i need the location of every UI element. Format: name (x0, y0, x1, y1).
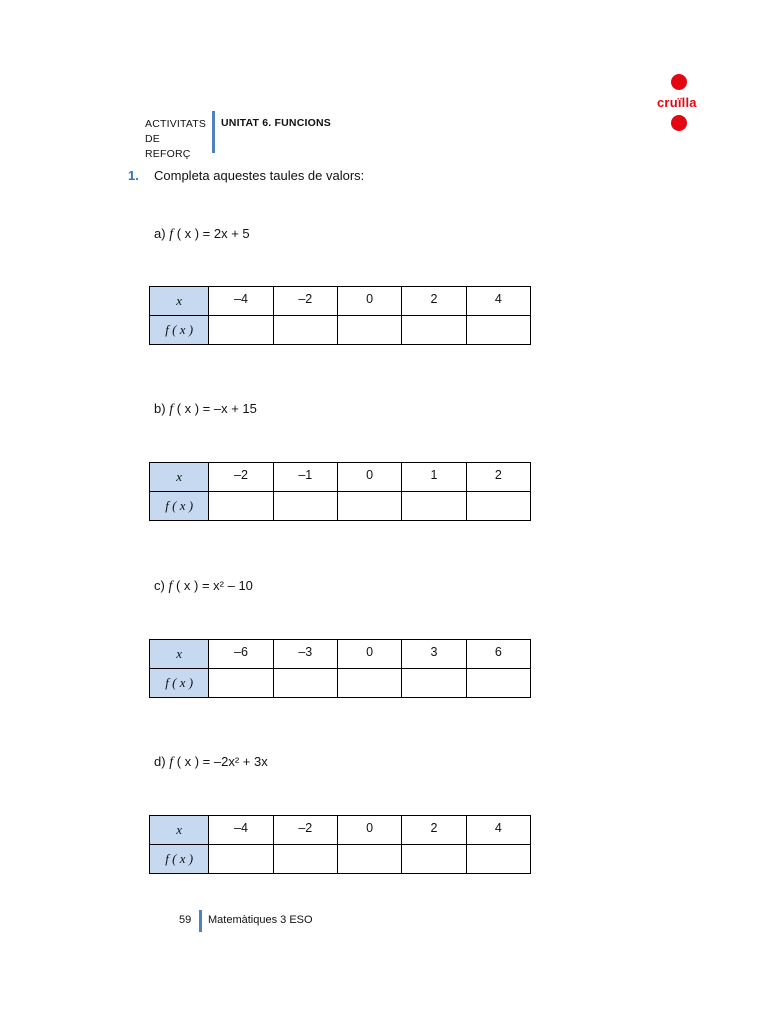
fx-header-cell: f ( x ) (150, 669, 209, 698)
function-symbol: f (168, 579, 173, 594)
table-row-fx (150, 845, 531, 874)
fx-answer-cell[interactable] (209, 845, 273, 874)
table-row-x (150, 463, 531, 492)
unit-title: UNITAT 6. FUNCIONS (221, 117, 331, 129)
function-symbol: f (169, 755, 174, 770)
x-value-cell: –3 (273, 640, 337, 669)
values-table-a (149, 286, 531, 345)
table-row-x (150, 640, 531, 669)
section-label-line2: DE REFORÇ (145, 133, 191, 160)
x-value-cell: 0 (337, 640, 401, 669)
formula-expression: ( x ) = 2x + 5 (173, 226, 250, 241)
page-number: 59 (179, 914, 192, 926)
section-label-line1: ACTIVITATS (145, 118, 207, 130)
header-divider (212, 111, 215, 153)
fx-answer-cell[interactable] (466, 669, 530, 698)
fx-answer-cell[interactable] (273, 316, 337, 345)
logo-bottom-dot (671, 115, 687, 131)
x-value-cell: –4 (209, 816, 273, 845)
x-value-cell: 2 (402, 287, 466, 316)
values-table-b (149, 462, 531, 521)
fx-answer-cell[interactable] (273, 669, 337, 698)
formula-expression: ( x ) = x² – 10 (172, 578, 253, 593)
table-row-x (150, 287, 531, 316)
x-value-cell: 4 (466, 816, 530, 845)
section-label (145, 117, 207, 162)
x-value-cell: –1 (273, 463, 337, 492)
x-value-cell: 0 (337, 287, 401, 316)
values-table-c (149, 639, 531, 698)
publisher-logo: cruïlla (657, 95, 697, 110)
fx-answer-cell[interactable] (273, 845, 337, 874)
fx-answer-cell[interactable] (273, 492, 337, 521)
x-value-cell: –2 (209, 463, 273, 492)
x-header-cell: x (150, 287, 209, 316)
table-row-fx (150, 669, 531, 698)
fx-answer-cell[interactable] (402, 316, 466, 345)
formula-expression: ( x ) = –x + 15 (173, 401, 257, 416)
footer-divider (199, 910, 202, 932)
part-label: a) (154, 226, 166, 241)
fx-header-cell: f ( x ) (150, 316, 209, 345)
fx-answer-cell[interactable] (337, 845, 401, 874)
logo-top-dot (671, 74, 687, 90)
part-label: c) (154, 578, 165, 593)
question-number: 1. (128, 168, 139, 183)
part-label: d) (154, 754, 166, 769)
x-value-cell: –6 (209, 640, 273, 669)
function-symbol: f (169, 402, 174, 417)
fx-answer-cell[interactable] (337, 316, 401, 345)
x-header-cell: x (150, 816, 209, 845)
fx-answer-cell[interactable] (209, 316, 273, 345)
question-text: Completa aquestes taules de valors: (154, 168, 365, 183)
fx-answer-cell[interactable] (466, 845, 530, 874)
part-a-formula (154, 226, 250, 243)
x-value-cell: –2 (273, 287, 337, 316)
x-header-cell: x (150, 640, 209, 669)
x-value-cell: 2 (402, 816, 466, 845)
part-label: b) (154, 401, 166, 416)
book-title: Matemàtiques 3 ESO (208, 914, 313, 926)
fx-header-cell: f ( x ) (150, 492, 209, 521)
x-value-cell: –2 (273, 816, 337, 845)
fx-header-cell: f ( x ) (150, 845, 209, 874)
x-value-cell: 6 (466, 640, 530, 669)
function-symbol: f (169, 227, 174, 242)
x-value-cell: 4 (466, 287, 530, 316)
fx-answer-cell[interactable] (209, 669, 273, 698)
part-b-formula (154, 401, 257, 418)
x-value-cell: –4 (209, 287, 273, 316)
x-value-cell: 1 (402, 463, 466, 492)
part-c-formula (154, 578, 253, 595)
table-row-fx (150, 316, 531, 345)
x-value-cell: 0 (337, 463, 401, 492)
x-value-cell: 2 (466, 463, 530, 492)
part-d-formula (154, 754, 268, 771)
x-header-cell: x (150, 463, 209, 492)
fx-answer-cell[interactable] (466, 316, 530, 345)
fx-answer-cell[interactable] (337, 492, 401, 521)
x-value-cell: 0 (337, 816, 401, 845)
values-table-d (149, 815, 531, 874)
fx-answer-cell[interactable] (402, 492, 466, 521)
formula-expression: ( x ) = –2x² + 3x (173, 754, 268, 769)
table-row-fx (150, 492, 531, 521)
x-value-cell: 3 (402, 640, 466, 669)
table-row-x (150, 816, 531, 845)
fx-answer-cell[interactable] (402, 669, 466, 698)
fx-answer-cell[interactable] (466, 492, 530, 521)
fx-answer-cell[interactable] (337, 669, 401, 698)
fx-answer-cell[interactable] (402, 845, 466, 874)
fx-answer-cell[interactable] (209, 492, 273, 521)
